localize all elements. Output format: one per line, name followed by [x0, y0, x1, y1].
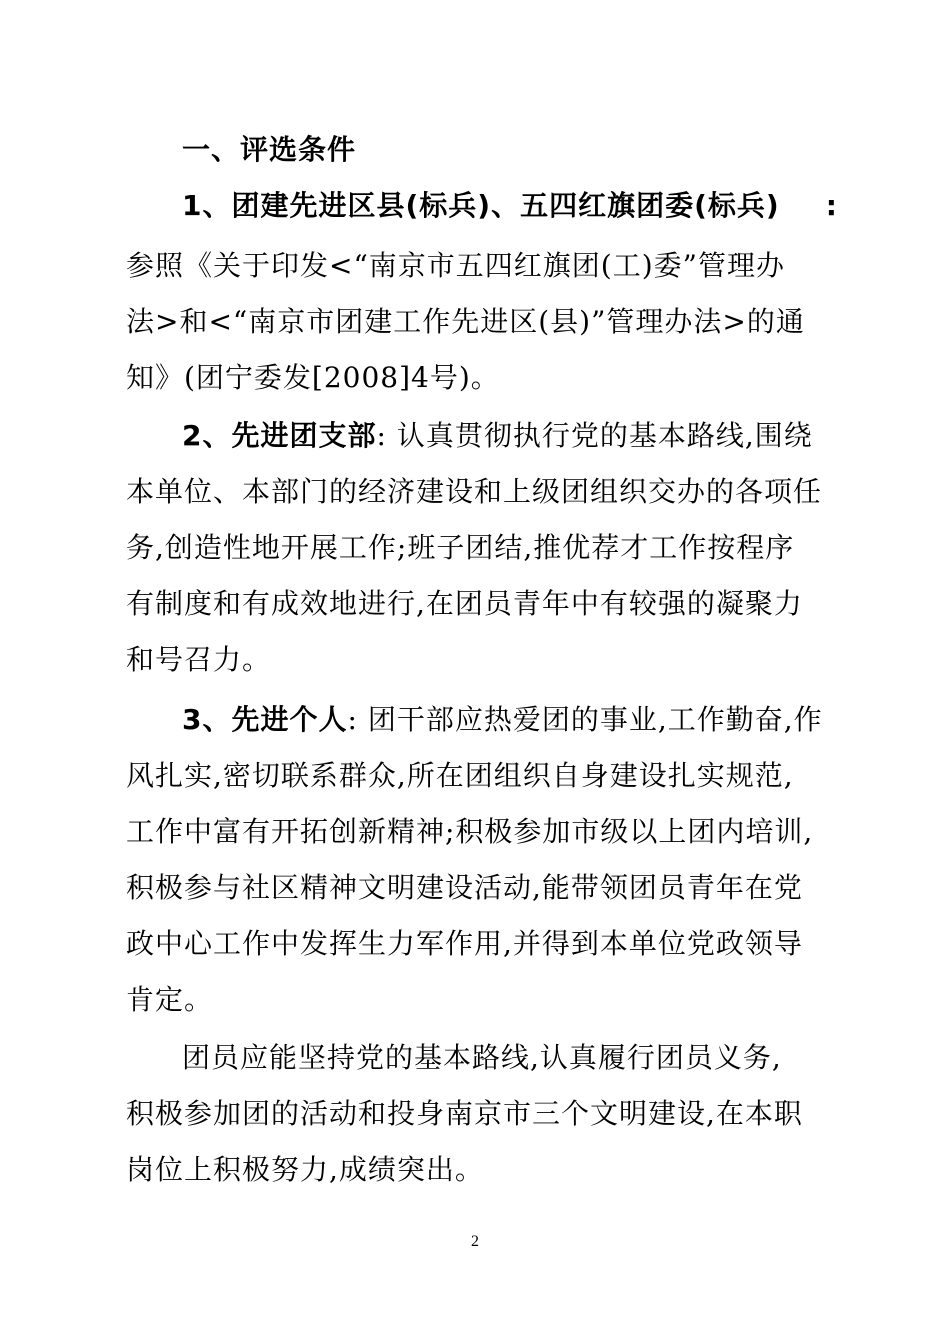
item1-line-2: 法>和<“南京市团建工作先进区(县)”管理办法>的通 [126, 305, 805, 338]
item3-first-line [182, 700, 838, 740]
page-number: 2 [471, 1233, 479, 1250]
item2-label: 2、先进团支部 [182, 419, 377, 452]
item3-line-1: 风扎实,密切联系群众,所在团组织自身建设扎实规范, [126, 759, 794, 792]
item1-line-3: 知》(团宁委发[2008]4号)。 [126, 361, 500, 394]
item3-line-3: 积极参与社区精神文明建设活动,能带领团员青年在党 [126, 871, 803, 904]
item1-line-1: 参照《关于印发<“南京市五四红旗团(工)委”管理办 [126, 249, 785, 282]
item2-line-1: 本单位、本部门的经济建设和上级团组织交办的各项任 [126, 475, 823, 508]
item3-line-5: 肯定。 [126, 983, 214, 1016]
member-line-1: 积极参加团的活动和投身南京市三个文明建设,在本职 [126, 1097, 803, 1130]
member-line-2: 岗位上积极努力,成绩突出。 [126, 1153, 484, 1186]
item3-first-text: : 团干部应热爱团的事业,工作勤奋,作 [347, 703, 823, 736]
item2-line-3: 有制度和有成效地进行,在团员青年中有较强的凝聚力 [126, 587, 803, 620]
item2-line-4: 和号召力。 [126, 643, 272, 676]
member-first-line: 团员应能坚持党的基本路线,认真履行团员义务, [182, 1041, 782, 1074]
item2-first-text: : 认真贯彻执行党的基本路线,围绕 [376, 419, 813, 452]
item2-line-2: 务,创造性地开展工作;班子团结,推优荐才工作按程序 [126, 531, 795, 564]
item3-label: 3、先进个人 [182, 703, 348, 736]
item3-line-4: 政中心工作中发挥生力军作用,并得到本单位党政领导 [126, 927, 803, 960]
item1-title-line [182, 186, 838, 226]
item3-line-2: 工作中富有开拓创新精神;积极参加市级以上团内培训, [126, 815, 814, 848]
item1-label: 1、团建先进区县(标兵)、五四红旗团委(标兵) [182, 189, 780, 222]
item2-first-line [182, 416, 838, 456]
section-heading: 一、评选条件 [182, 133, 357, 166]
item1-colon: : [825, 189, 838, 222]
